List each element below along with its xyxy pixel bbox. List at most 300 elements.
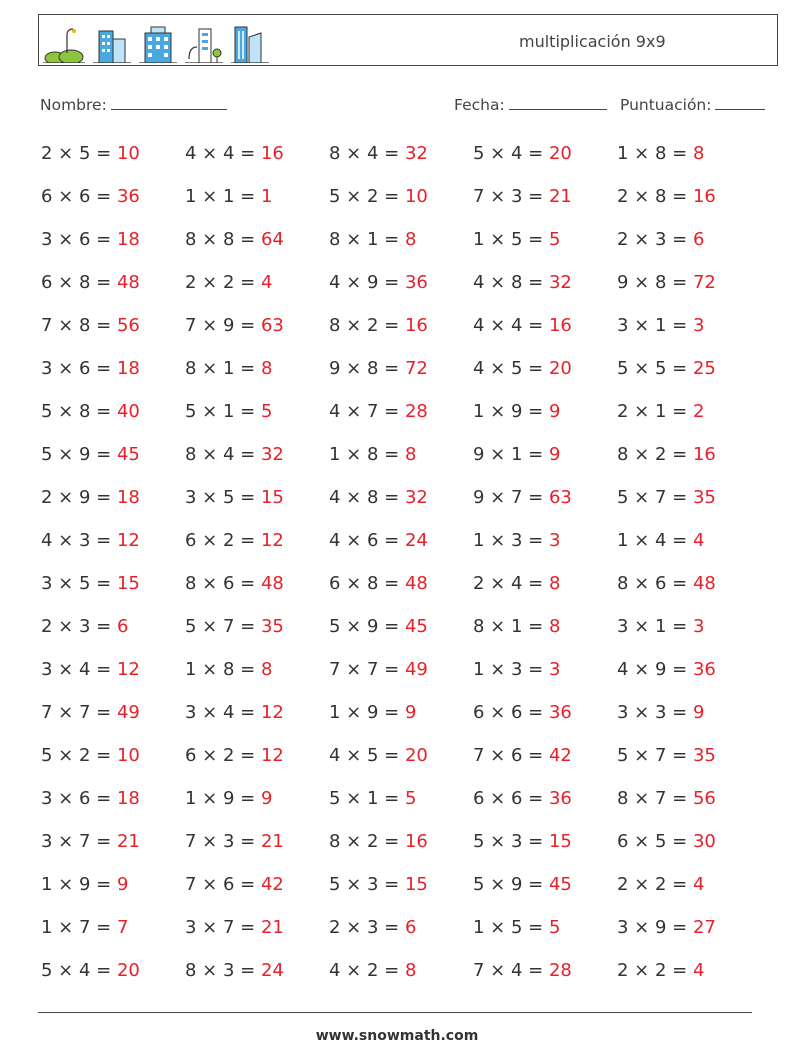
problem-answer: 3: [548, 659, 561, 680]
problem-answer: 32: [404, 143, 428, 164]
problem-cell: [185, 777, 329, 820]
problem-question: 2 × 4 =: [473, 573, 549, 594]
problem-answer: 32: [404, 487, 428, 508]
problem-question: 1 × 7 =: [41, 917, 117, 938]
problem-answer: 24: [404, 530, 428, 551]
problem-cell: [185, 820, 329, 863]
problem-question: 1 × 1 =: [185, 186, 261, 207]
problem-cell: [185, 562, 329, 605]
score-blank[interactable]: [715, 93, 765, 110]
problem-question: 3 × 4 =: [185, 702, 261, 723]
problem-question: 6 × 2 =: [185, 530, 261, 551]
problem-cell: [473, 820, 617, 863]
problem-answer: 8: [404, 229, 417, 250]
problem-answer: 36: [692, 659, 716, 680]
problem-answer: 9: [404, 702, 417, 723]
tower-tree-icon: [185, 23, 223, 63]
problem-question: 5 × 4 =: [41, 960, 117, 981]
problem-answer: 8: [404, 444, 417, 465]
problem-answer: 8: [548, 573, 561, 594]
park-icon: [43, 23, 85, 63]
problem-question: 5 × 9 =: [41, 444, 117, 465]
problem-answer: 36: [548, 702, 572, 723]
problem-question: 5 × 3 =: [473, 831, 549, 852]
problem-answer: 42: [260, 874, 284, 895]
problem-answer: 18: [116, 487, 140, 508]
problem-question: 1 × 9 =: [329, 702, 405, 723]
problem-cell: [41, 734, 185, 777]
problem-question: 1 × 8 =: [329, 444, 405, 465]
problem-answer: 16: [692, 444, 716, 465]
problem-question: 5 × 3 =: [329, 874, 405, 895]
problem-question: 8 × 2 =: [329, 831, 405, 852]
problem-cell: [329, 347, 473, 390]
problem-cell: [185, 304, 329, 347]
problem-answer: 5: [548, 917, 561, 938]
problem-answer: 12: [116, 659, 140, 680]
problem-answer: 35: [692, 745, 716, 766]
problem-answer: 56: [692, 788, 716, 809]
problem-question: 6 × 6 =: [41, 186, 117, 207]
problem-answer: 32: [548, 272, 572, 293]
problem-answer: 3: [692, 616, 705, 637]
problem-cell: [185, 476, 329, 519]
problem-question: 5 × 2 =: [41, 745, 117, 766]
problem-question: 2 × 8 =: [617, 186, 693, 207]
problem-cell: [185, 390, 329, 433]
date-field: [454, 93, 607, 114]
header-icons: [43, 21, 269, 63]
problem-answer: 5: [260, 401, 273, 422]
problem-answer: 63: [548, 487, 572, 508]
problem-answer: 30: [692, 831, 716, 852]
problem-answer: 8: [548, 616, 561, 637]
problem-question: 2 × 3 =: [329, 917, 405, 938]
problem-answer: 49: [116, 702, 140, 723]
problem-question: 1 × 4 =: [617, 530, 693, 551]
problem-answer: 64: [260, 229, 284, 250]
problem-answer: 36: [116, 186, 140, 207]
problem-cell: [473, 261, 617, 304]
problem-answer: 16: [404, 831, 428, 852]
problem-cell: [41, 347, 185, 390]
problem-cell: [473, 691, 617, 734]
problem-cell: [185, 519, 329, 562]
problem-question: 5 × 4 =: [473, 143, 549, 164]
problem-answer: 48: [404, 573, 428, 594]
problem-question: 3 × 4 =: [41, 659, 117, 680]
problem-question: 3 × 3 =: [617, 702, 693, 723]
problem-question: 2 × 2 =: [617, 874, 693, 895]
problem-cell: [41, 175, 185, 218]
problem-cell: [329, 519, 473, 562]
problem-answer: 63: [260, 315, 284, 336]
problem-question: 7 × 6 =: [473, 745, 549, 766]
problem-question: 3 × 6 =: [41, 229, 117, 250]
problem-question: 9 × 8 =: [617, 272, 693, 293]
problem-answer: 15: [116, 573, 140, 594]
problem-question: 8 × 8 =: [185, 229, 261, 250]
problem-cell: [41, 820, 185, 863]
problem-question: 1 × 3 =: [473, 530, 549, 551]
problem-question: 8 × 2 =: [329, 315, 405, 336]
problem-question: 7 × 9 =: [185, 315, 261, 336]
problem-cell: [329, 648, 473, 691]
problem-question: 1 × 9 =: [185, 788, 261, 809]
problem-answer: 5: [548, 229, 561, 250]
problem-question: 1 × 5 =: [473, 917, 549, 938]
problem-answer: 6: [692, 229, 705, 250]
problem-answer: 20: [116, 960, 140, 981]
problem-answer: 10: [404, 186, 428, 207]
problem-answer: 42: [548, 745, 572, 766]
problem-question: 4 × 9 =: [329, 272, 405, 293]
problem-question: 8 × 1 =: [185, 358, 261, 379]
problem-cell: [185, 261, 329, 304]
problem-cell: [329, 691, 473, 734]
problem-question: 3 × 7 =: [41, 831, 117, 852]
problem-answer: 48: [692, 573, 716, 594]
problem-answer: 18: [116, 788, 140, 809]
problem-cell: [329, 390, 473, 433]
problem-cell: [617, 734, 761, 777]
problem-cell: [617, 605, 761, 648]
problem-question: 9 × 8 =: [329, 358, 405, 379]
problem-answer: 45: [548, 874, 572, 895]
problem-cell: [473, 734, 617, 777]
problem-answer: 25: [692, 358, 716, 379]
problem-question: 1 × 9 =: [473, 401, 549, 422]
problem-cell: [617, 218, 761, 261]
problem-cell: [329, 605, 473, 648]
problem-cell: [329, 863, 473, 906]
problem-question: 5 × 7 =: [617, 745, 693, 766]
problem-answer: 40: [116, 401, 140, 422]
footer-url: www.snowmath.com: [315, 1028, 479, 1044]
problem-cell: [473, 476, 617, 519]
problem-question: 5 × 7 =: [185, 616, 261, 637]
problem-answer: 15: [548, 831, 572, 852]
problem-cell: [329, 175, 473, 218]
problem-cell: [185, 433, 329, 476]
problem-cell: [41, 562, 185, 605]
problem-question: 2 × 3 =: [41, 616, 117, 637]
problem-cell: [473, 347, 617, 390]
problem-answer: 28: [404, 401, 428, 422]
problem-cell: [617, 132, 761, 175]
problem-question: 6 × 6 =: [473, 702, 549, 723]
problem-cell: [329, 777, 473, 820]
problem-cell: [617, 175, 761, 218]
problem-cell: [617, 777, 761, 820]
problem-question: 3 × 7 =: [185, 917, 261, 938]
problem-answer: 20: [548, 358, 572, 379]
problem-cell: [41, 906, 185, 949]
problem-question: 7 × 8 =: [41, 315, 117, 336]
problem-answer: 4: [692, 874, 705, 895]
problem-question: 3 × 5 =: [185, 487, 261, 508]
problem-question: 9 × 1 =: [473, 444, 549, 465]
office-building-icon: [93, 23, 131, 63]
problem-question: 5 × 9 =: [329, 616, 405, 637]
problem-cell: [473, 132, 617, 175]
problem-cell: [617, 820, 761, 863]
problem-cell: [41, 476, 185, 519]
name-field: [40, 93, 227, 114]
problem-question: 8 × 4 =: [329, 143, 405, 164]
problem-cell: [185, 949, 329, 992]
problem-answer: 1: [260, 186, 273, 207]
problem-grid: [41, 132, 761, 992]
problem-cell: [185, 863, 329, 906]
name-label: Nombre:: [40, 96, 107, 114]
problem-question: 8 × 6 =: [185, 573, 261, 594]
problem-question: 2 × 3 =: [617, 229, 693, 250]
problem-answer: 9: [548, 444, 561, 465]
problem-answer: 8: [260, 358, 273, 379]
problem-cell: [617, 519, 761, 562]
problem-answer: 4: [692, 530, 705, 551]
problem-question: 9 × 7 =: [473, 487, 549, 508]
problem-answer: 15: [260, 487, 284, 508]
problem-question: 3 × 5 =: [41, 573, 117, 594]
problem-cell: [329, 820, 473, 863]
problem-answer: 8: [260, 659, 273, 680]
problem-answer: 9: [260, 788, 273, 809]
problem-cell: [473, 218, 617, 261]
problem-cell: [329, 734, 473, 777]
problem-cell: [41, 605, 185, 648]
problem-question: 7 × 6 =: [185, 874, 261, 895]
problem-cell: [473, 304, 617, 347]
problem-question: 5 × 2 =: [329, 186, 405, 207]
problem-question: 8 × 7 =: [617, 788, 693, 809]
problem-answer: 20: [548, 143, 572, 164]
problem-answer: 9: [548, 401, 561, 422]
problem-question: 6 × 6 =: [473, 788, 549, 809]
problem-answer: 20: [404, 745, 428, 766]
problem-answer: 21: [548, 186, 572, 207]
problem-answer: 3: [548, 530, 561, 551]
problem-answer: 16: [548, 315, 572, 336]
problem-cell: [185, 648, 329, 691]
problem-question: 1 × 9 =: [41, 874, 117, 895]
problem-cell: [185, 906, 329, 949]
problem-question: 5 × 7 =: [617, 487, 693, 508]
score-label: Puntuación:: [620, 96, 712, 114]
problem-cell: [617, 691, 761, 734]
problem-question: 7 × 7 =: [41, 702, 117, 723]
name-blank[interactable]: [111, 93, 227, 110]
problem-cell: [185, 691, 329, 734]
problem-cell: [185, 734, 329, 777]
problem-answer: 16: [404, 315, 428, 336]
problem-answer: 21: [260, 831, 284, 852]
problem-question: 4 × 8 =: [329, 487, 405, 508]
problem-question: 4 × 9 =: [617, 659, 693, 680]
problem-answer: 12: [260, 702, 284, 723]
problem-cell: [41, 863, 185, 906]
header-box: [38, 14, 778, 66]
problem-question: 3 × 6 =: [41, 788, 117, 809]
problem-cell: [329, 304, 473, 347]
problem-cell: [41, 691, 185, 734]
problem-cell: [329, 949, 473, 992]
problem-question: 8 × 1 =: [473, 616, 549, 637]
problem-cell: [617, 390, 761, 433]
problem-question: 3 × 1 =: [617, 315, 693, 336]
problem-cell: [185, 175, 329, 218]
problem-question: 5 × 5 =: [617, 358, 693, 379]
problem-question: 2 × 2 =: [617, 960, 693, 981]
problem-cell: [41, 261, 185, 304]
problem-answer: 15: [404, 874, 428, 895]
problem-cell: [473, 863, 617, 906]
problem-answer: 6: [116, 616, 129, 637]
problem-answer: 6: [404, 917, 417, 938]
problem-question: 6 × 8 =: [41, 272, 117, 293]
problem-cell: [329, 562, 473, 605]
problem-answer: 4: [692, 960, 705, 981]
problem-question: 1 × 3 =: [473, 659, 549, 680]
problem-cell: [617, 562, 761, 605]
problem-answer: 12: [260, 530, 284, 551]
problem-question: 3 × 1 =: [617, 616, 693, 637]
problem-question: 7 × 4 =: [473, 960, 549, 981]
problem-answer: 48: [116, 272, 140, 293]
problem-question: 4 × 3 =: [41, 530, 117, 551]
date-label: Fecha:: [454, 96, 505, 114]
problem-answer: 18: [116, 358, 140, 379]
problem-question: 1 × 8 =: [185, 659, 261, 680]
problem-answer: 9: [692, 702, 705, 723]
problem-cell: [473, 648, 617, 691]
problem-answer: 16: [260, 143, 284, 164]
problem-cell: [41, 218, 185, 261]
problem-cell: [329, 218, 473, 261]
problem-question: 5 × 9 =: [473, 874, 549, 895]
problem-cell: [473, 175, 617, 218]
problem-cell: [41, 949, 185, 992]
problem-answer: 10: [116, 143, 140, 164]
problem-question: 5 × 1 =: [329, 788, 405, 809]
problem-question: 1 × 8 =: [617, 143, 693, 164]
problem-answer: 8: [404, 960, 417, 981]
problem-question: 4 × 5 =: [473, 358, 549, 379]
problem-cell: [185, 132, 329, 175]
problem-question: 4 × 4 =: [473, 315, 549, 336]
problem-answer: 36: [548, 788, 572, 809]
problem-cell: [617, 949, 761, 992]
problem-question: 2 × 9 =: [41, 487, 117, 508]
problem-answer: 28: [548, 960, 572, 981]
problem-cell: [329, 476, 473, 519]
problem-question: 4 × 5 =: [329, 745, 405, 766]
problem-question: 8 × 4 =: [185, 444, 261, 465]
problem-cell: [617, 304, 761, 347]
problem-question: 6 × 8 =: [329, 573, 405, 594]
problem-cell: [473, 519, 617, 562]
problem-cell: [473, 390, 617, 433]
problem-answer: 7: [116, 917, 129, 938]
problem-answer: 24: [260, 960, 284, 981]
problem-cell: [473, 949, 617, 992]
problem-question: 4 × 8 =: [473, 272, 549, 293]
problem-answer: 48: [260, 573, 284, 594]
problem-answer: 10: [116, 745, 140, 766]
problem-question: 4 × 4 =: [185, 143, 261, 164]
problem-answer: 18: [116, 229, 140, 250]
problem-cell: [329, 132, 473, 175]
problem-answer: 35: [692, 487, 716, 508]
problem-question: 4 × 7 =: [329, 401, 405, 422]
problem-cell: [617, 863, 761, 906]
problem-cell: [473, 433, 617, 476]
problem-answer: 21: [260, 917, 284, 938]
problem-cell: [329, 433, 473, 476]
problem-cell: [617, 261, 761, 304]
problem-question: 7 × 3 =: [473, 186, 549, 207]
problem-question: 8 × 1 =: [329, 229, 405, 250]
problem-answer: 49: [404, 659, 428, 680]
problem-cell: [473, 777, 617, 820]
problem-question: 2 × 1 =: [617, 401, 693, 422]
problem-cell: [617, 476, 761, 519]
problem-cell: [41, 777, 185, 820]
problem-answer: 27: [692, 917, 716, 938]
problem-question: 5 × 8 =: [41, 401, 117, 422]
problem-answer: 32: [260, 444, 284, 465]
problem-question: 6 × 5 =: [617, 831, 693, 852]
problem-answer: 36: [404, 272, 428, 293]
problem-answer: 56: [116, 315, 140, 336]
skyscraper-icon: [231, 23, 269, 63]
problem-cell: [617, 347, 761, 390]
problem-answer: 4: [260, 272, 273, 293]
problem-cell: [617, 433, 761, 476]
problem-question: 8 × 6 =: [617, 573, 693, 594]
problem-answer: 16: [692, 186, 716, 207]
problem-cell: [185, 218, 329, 261]
problem-answer: 3: [692, 315, 705, 336]
problem-answer: 21: [116, 831, 140, 852]
problem-question: 3 × 9 =: [617, 917, 693, 938]
problem-question: 2 × 5 =: [41, 143, 117, 164]
problem-answer: 2: [692, 401, 705, 422]
date-blank[interactable]: [509, 93, 607, 110]
problem-answer: 45: [116, 444, 140, 465]
problem-cell: [41, 648, 185, 691]
problem-question: 7 × 7 =: [329, 659, 405, 680]
problem-question: 3 × 6 =: [41, 358, 117, 379]
score-field: [620, 93, 765, 114]
footer-divider: [38, 1012, 752, 1013]
problem-question: 1 × 5 =: [473, 229, 549, 250]
problem-question: 8 × 3 =: [185, 960, 261, 981]
problem-answer: 12: [116, 530, 140, 551]
problem-cell: [41, 390, 185, 433]
problem-cell: [41, 304, 185, 347]
problem-cell: [185, 347, 329, 390]
problem-question: 2 × 2 =: [185, 272, 261, 293]
problem-cell: [329, 261, 473, 304]
problem-question: 8 × 2 =: [617, 444, 693, 465]
apartment-building-icon: [139, 23, 177, 63]
problem-answer: 12: [260, 745, 284, 766]
problem-answer: 35: [260, 616, 284, 637]
problem-cell: [473, 605, 617, 648]
worksheet-title: multiplicación 9x9: [519, 32, 666, 51]
